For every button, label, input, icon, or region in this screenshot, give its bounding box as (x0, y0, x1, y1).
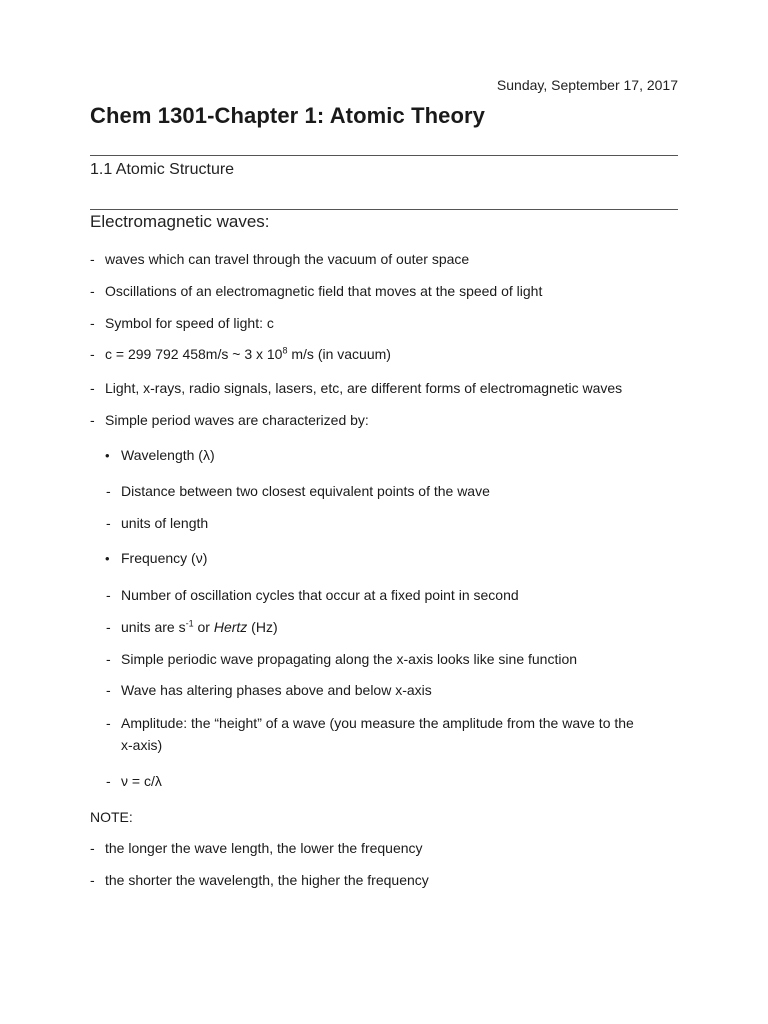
exponent: 8 (282, 345, 288, 356)
formula-text: ν = c/λ (121, 773, 162, 789)
dash-marker: - (106, 651, 111, 667)
list-item-text: Simple period waves are characterized by: (105, 412, 369, 428)
speed-of-light-value: c = 299 792 458m/s ~ 3 x 10 (105, 346, 283, 362)
dash-marker: - (90, 283, 95, 299)
list-item (106, 585, 519, 606)
list-item-text: Light, x-rays, radio signals, lasers, etc, are different forms of electromagnetic waves (105, 380, 623, 396)
section-heading: Electromagnetic waves: (90, 212, 270, 231)
dash-marker: - (106, 773, 111, 789)
list-item-text: Amplitude: the “height” of a wave (you measure the amplitude from the wave to the (121, 715, 634, 731)
dash-marker: - (90, 840, 95, 856)
document-date: Sunday, September 17, 2017 (496, 77, 678, 93)
hertz-term: Hertz (213, 619, 248, 635)
list-item (106, 771, 162, 792)
list-item (106, 513, 209, 534)
dash-marker: - (90, 315, 95, 331)
dash-marker: - (106, 619, 111, 635)
list-item-text: Number of oscillation cycles that occur at a fixed point in second (121, 587, 519, 603)
list-item-text: Symbol for speed of light: c (105, 315, 274, 331)
dash-marker: - (106, 587, 111, 603)
bullet-marker: • (105, 551, 110, 566)
speed-of-light-unit: m/s (in vacuum) (287, 346, 391, 362)
list-item (90, 410, 369, 431)
dash-marker: - (90, 412, 95, 428)
list-item (106, 481, 490, 502)
list-item (106, 713, 634, 734)
units-text: units are s (121, 619, 186, 635)
dash-marker: - (90, 346, 95, 362)
list-item-text: the longer the wave length, the lower the frequency (105, 840, 423, 856)
list-item-text: Wavelength (λ) (121, 447, 215, 463)
note-label: NOTE: (90, 809, 133, 825)
list-item (90, 870, 429, 891)
list-item-text: Frequency (ν) (121, 550, 208, 566)
list-item-text: x-axis) (121, 737, 163, 753)
dash-marker: - (106, 515, 111, 531)
list-item (90, 313, 274, 334)
list-item (106, 649, 578, 670)
list-item-continuation (121, 735, 162, 756)
list-item-text: Simple periodic wave propagating along the x-axis looks like sine function (121, 651, 578, 667)
dash-marker: - (90, 251, 95, 267)
list-item-text: the shorter the wavelength, the higher the frequency (105, 872, 429, 888)
page-title: Chem 1301-Chapter 1: Atomic Theory (90, 103, 486, 128)
list-item-text: waves which can travel through the vacuum of outer space (105, 251, 470, 267)
units-or: or (193, 619, 214, 635)
list-item (90, 378, 623, 399)
list-item-text: Oscillations of an electromagnetic field that moves at the speed of light (105, 283, 543, 299)
exponent: -1 (185, 618, 194, 629)
bullet-item-frequency (105, 548, 208, 569)
list-item-text: units of length (121, 515, 209, 531)
divider (90, 155, 678, 156)
list-item-text: Distance between two closest equivalent points of the wave (121, 483, 490, 499)
dash-marker: - (90, 872, 95, 888)
divider (90, 209, 678, 210)
units-abbrev: (Hz) (247, 619, 278, 635)
subsection-heading: 1.1 Atomic Structure (90, 161, 235, 178)
list-item (90, 249, 470, 270)
list-item (106, 680, 432, 701)
list-item-text: Wave has altering phases above and below x-axis (121, 682, 432, 698)
dash-marker: - (90, 380, 95, 396)
dash-marker: - (106, 682, 111, 698)
dash-marker: - (106, 715, 111, 731)
list-item (90, 344, 391, 365)
bullet-item-wavelength (105, 445, 215, 466)
list-item (90, 281, 543, 302)
list-item (90, 838, 423, 859)
dash-marker: - (106, 483, 111, 499)
list-item (106, 617, 278, 638)
bullet-marker: • (105, 448, 110, 463)
